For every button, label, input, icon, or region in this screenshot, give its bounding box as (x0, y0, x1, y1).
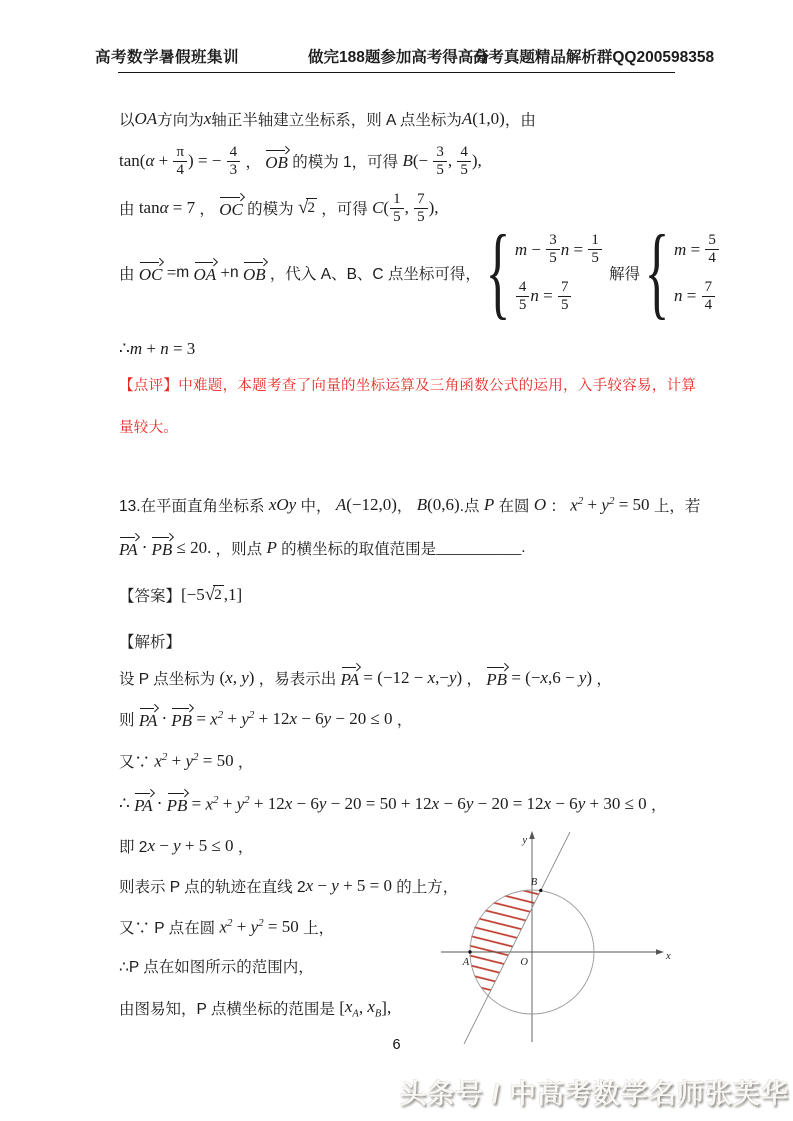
problem13-answer: 【答案】 [−5 √ 2 ,1] (119, 584, 243, 606)
x-axis-label: x (666, 951, 671, 962)
header-right (308, 45, 714, 67)
y-axis-label: y (522, 835, 527, 846)
point-b-dot (539, 889, 542, 892)
problem13-stem-line1: 13.在平面直角坐标系 xOy 中， A (−12,0) ， B (0,6) .点 P 在圆 O ： $x^2$ + $y^2$ = 50 上，若 (119, 494, 701, 515)
origin-label: O (520, 957, 528, 968)
x-axis-arrow (656, 949, 664, 955)
problem13-sol-line7: 又∵ P 点在圆 $x^2$ + $y^2$ = 50 上， (119, 916, 335, 937)
solution12-line-tan-c: 由 tan α = 7 ， OC 的模为 √ 2 ，可得 C ( $\frac{1}{5}$ , $\frac{7}{5}$ ), (119, 190, 439, 225)
y-axis-arrow (529, 831, 535, 839)
header-promo-text: 做完188题参加高考得高分 (308, 49, 489, 66)
problem13-sol-line3: 又∵ $x^2$ + $y^2$ = 50 ， (119, 750, 254, 771)
problem13-sol-line8: ∴P 点在如图所示的范围内， (119, 959, 314, 976)
solution12-line-result: ∴ m + n = 3 (119, 339, 196, 358)
problem13-sol-line9: 由图易知，P 点横坐标的范围是 [ $x_A$ , $x_B$ ], (119, 996, 392, 1020)
figure-plot (433, 818, 689, 1064)
problem13-sol-line1: 设 P 点坐标为 ( x , y ) ，易表示出 PA = (−12 − x ,− y ) ， PB = (− x ,6 − y ) ， (119, 668, 612, 689)
problem13-sol-line2: 则 PA ⋅ PB = $x^2$ + $y^2$ + 12 x − 6 y − 20 ≤ 0 ， (119, 708, 413, 730)
header-divider (118, 72, 675, 73)
problem13-sol-line4: ∴ PA ⋅ PB = $x^2$ + $y^2$ + 12 x − 6 y − 20 = 50 + 12 x − 6 y − 20 = 12 x − 6 y + 30 ≤ 0 ， (119, 793, 667, 815)
point-a-label: A (462, 957, 470, 968)
solution12-comment-red: 【点评】中难题，本题考查了向量的坐标运算及三角函数公式的运用，入手较容易，计算量较大。 (119, 378, 697, 436)
solution12-line-tan-b: tan( α + $\frac{\pi}{4}$ ) = − $\frac{4}{3}$ ， OB 的模为 1，可得 B (− $\frac{3}{5}$ , $\frac{4}{5}$ ), (119, 143, 482, 178)
solution12-line-coords: 以 OA 方向为 x 轴正半轴建立坐标系，则 A 点坐标为 A (1,0) ，由 (119, 109, 536, 129)
problem13-analysis-label: 【解析】 (119, 634, 182, 651)
shaded-region (469, 890, 540, 996)
header-left-title: 高考数学暑假班集训 (95, 49, 240, 66)
point-b-label: B (530, 877, 538, 888)
watermark: 头条号 / 中高考数学名师张芙华 (399, 1079, 789, 1109)
problem13-sol-line6: 则表示 P 点的轨迹在直线 2 x − y + 5 = 0 的上方， (119, 876, 459, 896)
page-number: 6 (392, 1037, 401, 1053)
point-a-dot (468, 950, 471, 953)
header-group-text: 高考真题精品解析群QQ200598358 (472, 49, 715, 66)
problem13-stem-line2: PA ⋅ PB ≤ 20. ，则点 P 的横坐标的取值范围是 __________ . (119, 538, 526, 559)
solution12-line-system: 由 OC = m OA + n OB ，代入 A、B、C 点坐标可得， { m − $\frac{3}{5}$ n = $\frac{1}{5}$ $\frac{4}{5}$ n = $\frac{7}{5}$ 解得 { m = $\frac{5}{4}$ n = $\frac{7}{4}$ (119, 224, 767, 322)
problem13-sol-line5: 即 2 x − y + 5 ≤ 0 ， (119, 836, 254, 856)
